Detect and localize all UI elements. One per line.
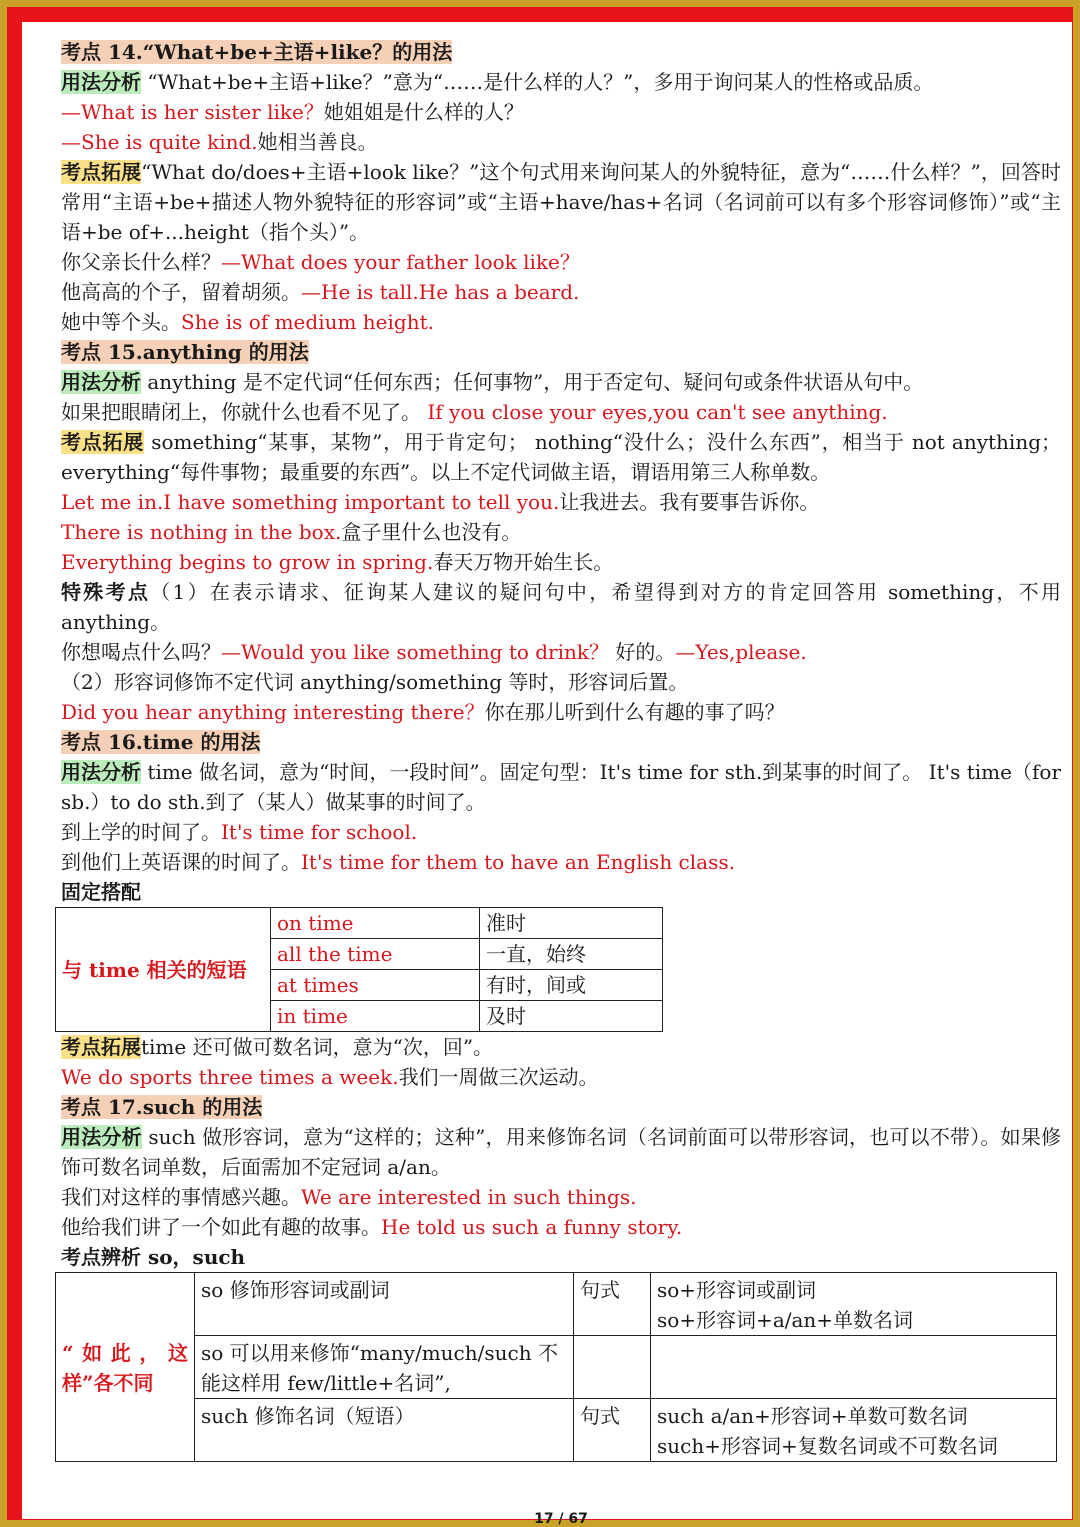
phrase-cn: 准时	[480, 908, 663, 939]
example-en: Everything begins to grow in spring.	[61, 550, 434, 574]
table-row	[56, 1336, 1057, 1399]
phrase-en: on time	[271, 908, 480, 939]
phrase-en: in time	[271, 1001, 480, 1032]
extension-text: “What do/does+主语+look like？”这个句式用来询问某人的外貌特征，意为“……什么样？”，回答时常用“主语+be+描述人物外貌特征的形容词”或“主语+have/has+名词（名词前可以有多个形容词修饰）”或“主语+be of+...height（指个头）”。	[61, 160, 1062, 244]
example-en: —What is her sister like？	[61, 100, 324, 124]
extension-tag: 考点拓展	[61, 160, 142, 184]
usage-tag: 用法分析	[61, 70, 141, 94]
usage-tag: 用法分析	[61, 370, 141, 394]
table-row	[56, 908, 663, 939]
usage-tag: 用法分析	[61, 1125, 142, 1149]
so-such-table	[55, 1272, 1057, 1462]
phrase-cn: 及时	[480, 1001, 663, 1032]
document-content	[61, 37, 1062, 1527]
cell-usage: so 修饰形容词或副词	[195, 1273, 574, 1336]
example-en: We are interested in such things.	[301, 1185, 637, 1209]
special-text-2: （2）形容词修饰不定代词 anything/something 等时，形容词后置。	[61, 670, 689, 694]
example-cn: 如果把眼睛闭上，你就什么也看不见了。	[61, 400, 421, 424]
example-cn: 你父亲长什么样？	[61, 250, 221, 274]
usage-text: time 做名词，意为“时间，一段时间”。固定句型：It's time for sth.到某事的时间了。 It's time（for sb.）to do sth.到了（某人）做某事的时间了。	[61, 760, 1062, 814]
compare-label: 考点辨析 so，such	[61, 1245, 246, 1269]
example-en: Did you hear anything interesting there？	[61, 700, 485, 724]
example-en: It's time for school.	[221, 820, 418, 844]
time-phrases-table	[55, 907, 663, 1032]
example-cn: 好的。	[609, 640, 676, 664]
example-en: If you close your eyes,you can't see anything.	[421, 400, 888, 424]
example-en: It's time for them to have an English class.	[301, 850, 735, 874]
phrase-cn: 一直，始终	[480, 939, 663, 970]
usage-text: such 做形容词，意为“这样的；这种”，用来修饰名词（名词前面可以带形容词，也可以不带）。如果修饰可数名词单数，后面需加不定冠词 a/an。	[61, 1125, 1062, 1179]
phrase-en: at times	[271, 970, 480, 1001]
phrase-en: all the time	[271, 939, 480, 970]
fixed-phrases-label: 固定搭配	[61, 880, 141, 904]
example-cn: 我们一周做三次运动。	[398, 1065, 599, 1089]
cell-pattern-label: 句式	[574, 1273, 651, 1336]
example-cn: 让我进去。我有要事告诉你。	[559, 490, 820, 514]
example-en: There is nothing in the box.	[61, 520, 342, 544]
cell-patterns	[651, 1273, 1057, 1336]
section-17-heading: 考点 17.such 的用法	[61, 1095, 263, 1119]
example-cn: 春天万物开始生长。	[433, 550, 614, 574]
example-en: We do sports three times a week.	[61, 1065, 399, 1089]
phrase-cn: 有时，间或	[480, 970, 663, 1001]
example-cn: 到他们上英语课的时间了。	[61, 850, 301, 874]
example-cn: 她相当善良。	[257, 130, 378, 154]
cell-pattern-label: 句式	[574, 1399, 651, 1462]
table-label: 与 time 相关的短语	[56, 908, 271, 1032]
special-tag: 特殊考点	[61, 580, 151, 604]
table-row	[56, 1273, 1057, 1336]
extension-tag: 考点拓展	[61, 1035, 141, 1059]
example-cn: 你想喝点什么吗？	[61, 640, 221, 664]
pattern-line: so+形容词+a/an+单数名词	[657, 1308, 914, 1332]
cell-usage: such 修饰名词（短语）	[195, 1399, 574, 1462]
extension-tag: 考点拓展	[61, 430, 145, 454]
table-label: “如此，这样”各不同	[56, 1273, 195, 1462]
example-cn: 他给我们讲了一个如此有趣的故事。	[61, 1215, 381, 1239]
section-15-heading: 考点 15.anything 的用法	[61, 340, 309, 364]
section-14-heading: 考点 14.“What+be+主语+like？的用法	[61, 40, 453, 64]
cell-empty	[574, 1336, 651, 1399]
table-row	[56, 1399, 1057, 1462]
section-16-heading: 考点 16.time 的用法	[61, 730, 261, 754]
example-cn: 他高高的个子，留着胡须。	[61, 280, 301, 304]
example-en: Let me in.I have something important to tell you.	[61, 490, 560, 514]
usage-tag: 用法分析	[61, 760, 142, 784]
page-number: 17 / 67	[534, 1511, 588, 1527]
example-en: —What does your father look like？	[221, 250, 580, 274]
example-cn: 盒子里什么也没有。	[341, 520, 522, 544]
usage-text: anything 是不定代词“任何东西；任何事物”，用于否定句、疑问句或条件状语从句中。	[141, 370, 924, 394]
cell-empty	[651, 1336, 1057, 1399]
pattern-line: such a/an+形容词+单数可数名词	[657, 1404, 968, 1428]
example-cn: 她姐姐是什么样的人？	[323, 100, 524, 124]
usage-text: “What+be+主语+like？”意为“……是什么样的人？”，多用于询问某人的性格或品质。	[141, 70, 934, 94]
example-en: She is of medium height.	[181, 310, 434, 334]
page-frame	[7, 7, 1073, 1527]
example-cn: 到上学的时间了。	[61, 820, 221, 844]
example-en: —He is tall.He has a beard.	[301, 280, 580, 304]
cell-usage: so 可以用来修饰“many/much/such 不能这样用 few/little+名词”,	[195, 1336, 574, 1399]
page	[22, 22, 1072, 1527]
example-en: —Would you like something to drink？	[221, 640, 610, 664]
extension-text: something“某事，某物”，用于肯定句； nothing“没什么；没什么东西”，相当于 not anything；everything“每件事物；最重要的东西”。以上不定代词做主语，谓语用第三人称单数。	[61, 430, 1062, 484]
example-en: —Yes,please.	[675, 640, 807, 664]
example-en: He told us such a funny story.	[381, 1215, 683, 1239]
extension-text: time 还可做可数名词，意为“次，回”。	[141, 1035, 494, 1059]
example-cn: 你在那儿听到什么有趣的事了吗？	[484, 700, 785, 724]
pattern-line: so+形容词或副词	[657, 1278, 817, 1302]
cell-patterns	[651, 1399, 1057, 1462]
special-text: （1）在表示请求、征询某人建议的疑问句中，希望得到对方的肯定回答用 something，不用 anything。	[61, 580, 1061, 634]
example-en: —She is quite kind.	[61, 130, 258, 154]
example-cn: 我们对这样的事情感兴趣。	[61, 1185, 301, 1209]
example-cn: 她中等个头。	[61, 310, 181, 334]
pattern-line: such+形容词+复数名词或不可数名词	[657, 1434, 998, 1458]
